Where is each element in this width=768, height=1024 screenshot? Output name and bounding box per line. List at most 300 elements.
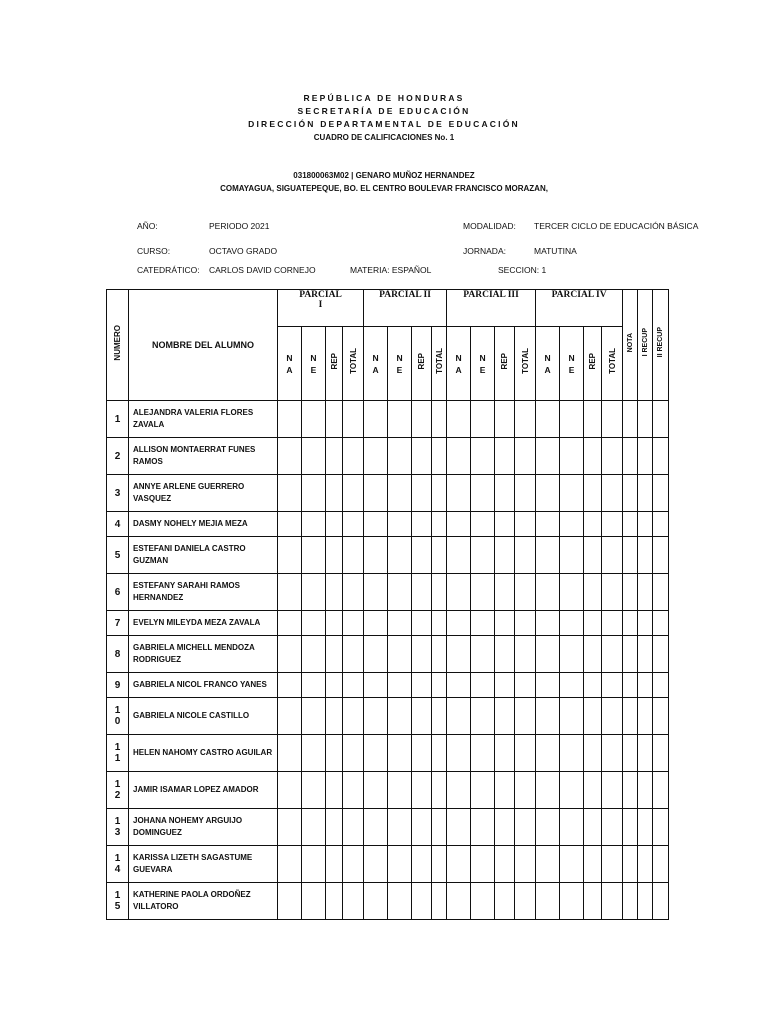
grade-cell[interactable] <box>364 401 388 438</box>
grade-cell[interactable] <box>412 537 432 574</box>
grade-cell[interactable] <box>412 438 432 475</box>
grade-cell[interactable] <box>364 809 388 846</box>
grade-cell[interactable] <box>412 846 432 883</box>
grade-cell[interactable] <box>278 574 302 611</box>
grade-cell[interactable] <box>515 475 536 512</box>
student-row <box>107 735 669 772</box>
grade-cell[interactable] <box>432 735 447 772</box>
grade-cell[interactable] <box>653 611 669 636</box>
grade-cell[interactable] <box>388 735 412 772</box>
grade-cell[interactable] <box>602 846 623 883</box>
grade-cell[interactable] <box>602 401 623 438</box>
grade-cell[interactable] <box>388 512 412 537</box>
grade-cell[interactable] <box>412 475 432 512</box>
grade-cell[interactable] <box>447 611 471 636</box>
grade-cell[interactable] <box>602 475 623 512</box>
grade-cell[interactable] <box>302 883 326 920</box>
grade-cell[interactable] <box>560 735 584 772</box>
grade-cell[interactable] <box>447 735 471 772</box>
grade-cell[interactable] <box>364 698 388 735</box>
grade-cell[interactable] <box>412 772 432 809</box>
grade-cell[interactable] <box>302 401 326 438</box>
grade-cell[interactable] <box>278 883 302 920</box>
grade-cell[interactable] <box>515 636 536 673</box>
grade-cell[interactable] <box>653 673 669 698</box>
grade-cell[interactable] <box>653 438 669 475</box>
grade-cell[interactable] <box>560 537 584 574</box>
grade-cell[interactable] <box>364 512 388 537</box>
grade-cell[interactable] <box>388 809 412 846</box>
grade-cell[interactable] <box>447 883 471 920</box>
grade-cell[interactable] <box>536 772 560 809</box>
grade-cell[interactable] <box>326 883 343 920</box>
grade-cell[interactable] <box>343 846 364 883</box>
anio-value: PERIODO 2021 <box>209 221 270 231</box>
grade-cell[interactable] <box>447 673 471 698</box>
student-name: EVELYN MILEYDA MEZA ZAVALA <box>129 611 278 636</box>
grade-cell[interactable] <box>326 574 343 611</box>
grade-cell[interactable] <box>536 883 560 920</box>
grade-cell[interactable] <box>638 611 653 636</box>
grade-cell[interactable] <box>623 512 638 537</box>
grade-cell[interactable] <box>447 636 471 673</box>
grade-cell[interactable] <box>364 475 388 512</box>
grade-cell[interactable] <box>388 636 412 673</box>
grade-cell[interactable] <box>623 772 638 809</box>
grade-cell[interactable] <box>653 698 669 735</box>
grade-cell[interactable] <box>623 673 638 698</box>
grade-cell[interactable] <box>388 401 412 438</box>
grade-cell[interactable] <box>343 611 364 636</box>
grade-cell[interactable] <box>278 772 302 809</box>
student-row <box>107 883 669 920</box>
grade-cell[interactable] <box>412 883 432 920</box>
grade-cell[interactable] <box>471 537 495 574</box>
grade-cell[interactable] <box>326 401 343 438</box>
grade-cell[interactable] <box>623 475 638 512</box>
grade-cell[interactable] <box>560 698 584 735</box>
grade-cell[interactable] <box>495 574 515 611</box>
grade-cell[interactable] <box>515 438 536 475</box>
grade-cell[interactable] <box>584 611 602 636</box>
grade-cell[interactable] <box>364 438 388 475</box>
grade-cell[interactable] <box>584 809 602 846</box>
grade-cell[interactable] <box>515 512 536 537</box>
grade-cell[interactable] <box>432 574 447 611</box>
grade-cell[interactable] <box>560 438 584 475</box>
grade-cell[interactable] <box>364 574 388 611</box>
grade-cell[interactable] <box>560 883 584 920</box>
grade-cell[interactable] <box>432 537 447 574</box>
grade-cell[interactable] <box>638 401 653 438</box>
grade-cell[interactable] <box>471 401 495 438</box>
grade-cell[interactable] <box>602 574 623 611</box>
grade-cell[interactable] <box>412 735 432 772</box>
grade-cell[interactable] <box>584 537 602 574</box>
grade-cell[interactable] <box>560 475 584 512</box>
grade-cell[interactable] <box>638 846 653 883</box>
grade-cell[interactable] <box>584 846 602 883</box>
grade-cell[interactable] <box>638 438 653 475</box>
grade-cell[interactable] <box>638 636 653 673</box>
grade-cell[interactable] <box>278 673 302 698</box>
grade-cell[interactable] <box>364 735 388 772</box>
grade-cell[interactable] <box>302 673 326 698</box>
grade-cell[interactable] <box>515 673 536 698</box>
grade-cell[interactable] <box>536 735 560 772</box>
grade-cell[interactable] <box>432 438 447 475</box>
grade-cell[interactable] <box>471 883 495 920</box>
grade-cell[interactable] <box>278 401 302 438</box>
grade-cell[interactable] <box>515 537 536 574</box>
grade-cell[interactable] <box>278 611 302 636</box>
grade-cell[interactable] <box>343 537 364 574</box>
grade-cell[interactable] <box>364 611 388 636</box>
grade-cell[interactable] <box>653 883 669 920</box>
grade-cell[interactable] <box>302 772 326 809</box>
grade-cell[interactable] <box>495 611 515 636</box>
grade-cell[interactable] <box>584 698 602 735</box>
grade-cell[interactable] <box>447 438 471 475</box>
grade-cell[interactable] <box>343 512 364 537</box>
curso-value: OCTAVO GRADO <box>209 246 278 256</box>
grade-cell[interactable] <box>560 512 584 537</box>
grade-cell[interactable] <box>623 537 638 574</box>
grade-cell[interactable] <box>343 574 364 611</box>
grade-cell[interactable] <box>364 772 388 809</box>
grade-cell[interactable] <box>471 512 495 537</box>
grade-cell[interactable] <box>432 846 447 883</box>
grade-cell[interactable] <box>471 735 495 772</box>
grade-cell[interactable] <box>584 401 602 438</box>
grade-cell[interactable] <box>326 611 343 636</box>
grade-cell[interactable] <box>495 883 515 920</box>
grade-cell[interactable] <box>536 401 560 438</box>
student-number: 9 <box>107 673 129 698</box>
grade-cell[interactable] <box>471 809 495 846</box>
grade-cell[interactable] <box>653 846 669 883</box>
grade-cell[interactable] <box>343 475 364 512</box>
grade-cell[interactable] <box>343 698 364 735</box>
grade-cell[interactable] <box>278 846 302 883</box>
grade-cell[interactable] <box>602 636 623 673</box>
grade-cell[interactable] <box>432 883 447 920</box>
grade-cell[interactable] <box>623 611 638 636</box>
grade-cell[interactable] <box>515 574 536 611</box>
grade-cell[interactable] <box>388 883 412 920</box>
grade-cell[interactable] <box>536 846 560 883</box>
grade-cell[interactable] <box>560 611 584 636</box>
grade-cell[interactable] <box>495 401 515 438</box>
grade-cell[interactable] <box>536 611 560 636</box>
grade-cell[interactable] <box>343 735 364 772</box>
grade-cell[interactable] <box>447 698 471 735</box>
grade-cell[interactable] <box>623 401 638 438</box>
grade-cell[interactable] <box>638 475 653 512</box>
grade-cell[interactable] <box>602 735 623 772</box>
grade-cell[interactable] <box>653 574 669 611</box>
grade-cell[interactable] <box>412 401 432 438</box>
grade-cell[interactable] <box>326 698 343 735</box>
grade-cell[interactable] <box>584 673 602 698</box>
grade-cell[interactable] <box>495 475 515 512</box>
grade-cell[interactable] <box>515 846 536 883</box>
grade-cell[interactable] <box>495 537 515 574</box>
grade-cell[interactable] <box>602 772 623 809</box>
grade-cell[interactable] <box>495 772 515 809</box>
grade-cell[interactable] <box>432 475 447 512</box>
grade-cell[interactable] <box>602 611 623 636</box>
grade-cell[interactable] <box>447 512 471 537</box>
grade-cell[interactable] <box>471 772 495 809</box>
grade-cell[interactable] <box>326 512 343 537</box>
grade-cell[interactable] <box>653 735 669 772</box>
grade-cell[interactable] <box>536 698 560 735</box>
grade-cell[interactable] <box>388 537 412 574</box>
grade-cell[interactable] <box>638 673 653 698</box>
grade-cell[interactable] <box>536 809 560 846</box>
grade-cell[interactable] <box>638 735 653 772</box>
grade-cell[interactable] <box>560 574 584 611</box>
grade-cell[interactable] <box>343 809 364 846</box>
grade-cell[interactable] <box>432 809 447 846</box>
grade-cell[interactable] <box>536 636 560 673</box>
grade-cell[interactable] <box>623 846 638 883</box>
grade-cell[interactable] <box>623 438 638 475</box>
grade-cell[interactable] <box>432 636 447 673</box>
grade-cell[interactable] <box>471 698 495 735</box>
grade-cell[interactable] <box>653 772 669 809</box>
grade-cell[interactable] <box>584 636 602 673</box>
grade-cell[interactable] <box>278 698 302 735</box>
grade-cell[interactable] <box>343 401 364 438</box>
grade-cell[interactable] <box>412 698 432 735</box>
grade-cell[interactable] <box>584 772 602 809</box>
grade-cell[interactable] <box>432 673 447 698</box>
grade-cell[interactable] <box>412 574 432 611</box>
grade-cell[interactable] <box>388 698 412 735</box>
grade-cell[interactable] <box>302 537 326 574</box>
grade-cell[interactable] <box>364 883 388 920</box>
grade-cell[interactable] <box>432 512 447 537</box>
grade-cell[interactable] <box>560 772 584 809</box>
grade-cell[interactable] <box>584 735 602 772</box>
grade-cell[interactable] <box>560 809 584 846</box>
grade-cell[interactable] <box>602 537 623 574</box>
grade-cell[interactable] <box>343 438 364 475</box>
grade-cell[interactable] <box>638 537 653 574</box>
student-name: JAMIR ISAMAR LOPEZ AMADOR <box>129 772 278 809</box>
grade-cell[interactable] <box>326 846 343 883</box>
grade-cell[interactable] <box>584 574 602 611</box>
grade-cell[interactable] <box>602 438 623 475</box>
grade-cell[interactable] <box>326 537 343 574</box>
grade-cell[interactable] <box>623 735 638 772</box>
grade-cell[interactable] <box>326 636 343 673</box>
grade-cell[interactable] <box>638 512 653 537</box>
grade-cell[interactable] <box>623 636 638 673</box>
grade-cell[interactable] <box>412 512 432 537</box>
grade-cell[interactable] <box>653 401 669 438</box>
grade-cell[interactable] <box>536 438 560 475</box>
grade-cell[interactable] <box>302 512 326 537</box>
grade-cell[interactable] <box>653 537 669 574</box>
grade-cell[interactable] <box>412 611 432 636</box>
grade-cell[interactable] <box>364 636 388 673</box>
recup-1-header: I RECUP <box>638 290 653 401</box>
grade-cell[interactable] <box>302 735 326 772</box>
grade-cell[interactable] <box>412 809 432 846</box>
grade-cell[interactable] <box>536 512 560 537</box>
grade-cell[interactable] <box>471 475 495 512</box>
grade-cell[interactable] <box>326 809 343 846</box>
grade-cell[interactable] <box>278 438 302 475</box>
grade-cell[interactable] <box>515 883 536 920</box>
grade-cell[interactable] <box>432 772 447 809</box>
student-row <box>107 636 669 673</box>
grade-cell[interactable] <box>515 698 536 735</box>
p4-rep-header: REP <box>584 327 602 401</box>
grade-cell[interactable] <box>471 846 495 883</box>
grade-cell[interactable] <box>602 698 623 735</box>
grade-cell[interactable] <box>623 698 638 735</box>
grade-cell[interactable] <box>560 673 584 698</box>
grade-cell[interactable] <box>653 475 669 512</box>
grade-cell[interactable] <box>388 772 412 809</box>
grade-cell[interactable] <box>326 735 343 772</box>
grade-cell[interactable] <box>560 636 584 673</box>
grade-cell[interactable] <box>302 611 326 636</box>
grade-cell[interactable] <box>278 636 302 673</box>
grade-cell[interactable] <box>364 846 388 883</box>
grade-cell[interactable] <box>495 512 515 537</box>
grade-cell[interactable] <box>471 574 495 611</box>
grade-cell[interactable] <box>302 809 326 846</box>
grade-cell[interactable] <box>447 574 471 611</box>
grade-cell[interactable] <box>653 636 669 673</box>
grade-cell[interactable] <box>584 475 602 512</box>
grade-cell[interactable] <box>560 401 584 438</box>
grade-cell[interactable] <box>495 438 515 475</box>
grade-cell[interactable] <box>602 673 623 698</box>
grade-cell[interactable] <box>278 512 302 537</box>
grade-cell[interactable] <box>447 809 471 846</box>
grade-cell[interactable] <box>388 475 412 512</box>
grade-cell[interactable] <box>471 611 495 636</box>
grade-cell[interactable] <box>343 636 364 673</box>
grade-cell[interactable] <box>560 846 584 883</box>
grade-cell[interactable] <box>653 512 669 537</box>
grade-cell[interactable] <box>447 537 471 574</box>
grade-cell[interactable] <box>447 401 471 438</box>
grade-cell[interactable] <box>515 401 536 438</box>
grade-cell[interactable] <box>471 438 495 475</box>
jornada-value: MATUTINA <box>534 246 577 256</box>
grade-cell[interactable] <box>302 698 326 735</box>
grade-cell[interactable] <box>638 883 653 920</box>
grade-cell[interactable] <box>278 809 302 846</box>
grade-cell[interactable] <box>536 537 560 574</box>
parcial-3-header: PARCIAL III <box>447 290 536 327</box>
grade-cell[interactable] <box>471 673 495 698</box>
grade-cell[interactable] <box>412 636 432 673</box>
grade-cell[interactable] <box>584 438 602 475</box>
grade-cell[interactable] <box>536 574 560 611</box>
student-name: GABRIELA NICOL FRANCO YANES <box>129 673 278 698</box>
grade-cell[interactable] <box>388 846 412 883</box>
grade-cell[interactable] <box>388 673 412 698</box>
grade-cell[interactable] <box>302 636 326 673</box>
grade-cell[interactable] <box>536 475 560 512</box>
grade-cell[interactable] <box>447 475 471 512</box>
grade-cell[interactable] <box>602 883 623 920</box>
grade-cell[interactable] <box>343 772 364 809</box>
grade-cell[interactable] <box>364 537 388 574</box>
grade-cell[interactable] <box>302 846 326 883</box>
grade-cell[interactable] <box>584 512 602 537</box>
grade-cell[interactable] <box>471 636 495 673</box>
grade-cell[interactable] <box>495 673 515 698</box>
grade-cell[interactable] <box>536 673 560 698</box>
grade-cell[interactable] <box>638 698 653 735</box>
grade-cell[interactable] <box>602 809 623 846</box>
grade-cell[interactable] <box>515 809 536 846</box>
grade-cell[interactable] <box>302 574 326 611</box>
grade-cell[interactable] <box>302 475 326 512</box>
grade-cell[interactable] <box>302 438 326 475</box>
grade-cell[interactable] <box>447 772 471 809</box>
grade-cell[interactable] <box>326 438 343 475</box>
grade-cell[interactable] <box>623 809 638 846</box>
grade-cell[interactable] <box>388 611 412 636</box>
grade-cell[interactable] <box>495 735 515 772</box>
grade-cell[interactable] <box>388 574 412 611</box>
grade-cell[interactable] <box>638 574 653 611</box>
grade-cell[interactable] <box>623 883 638 920</box>
grade-cell[interactable] <box>432 611 447 636</box>
grade-cell[interactable] <box>326 673 343 698</box>
grade-cell[interactable] <box>495 846 515 883</box>
student-rows <box>107 401 669 920</box>
grade-cell[interactable] <box>278 537 302 574</box>
grade-cell[interactable] <box>412 673 432 698</box>
grade-cell[interactable] <box>515 611 536 636</box>
grade-cell[interactable] <box>623 574 638 611</box>
grade-cell[interactable] <box>638 772 653 809</box>
grade-cell[interactable] <box>278 475 302 512</box>
grade-cell[interactable] <box>388 438 412 475</box>
grade-cell[interactable] <box>638 809 653 846</box>
grade-cell[interactable] <box>432 698 447 735</box>
grade-cell[interactable] <box>343 673 364 698</box>
grade-cell[interactable] <box>515 735 536 772</box>
grade-cell[interactable] <box>343 883 364 920</box>
grade-cell[interactable] <box>278 735 302 772</box>
grade-cell[interactable] <box>602 512 623 537</box>
grade-cell[interactable] <box>653 809 669 846</box>
grade-cell[interactable] <box>364 673 388 698</box>
student-name: ESTEFANI DANIELA CASTRO GUZMAN <box>129 537 278 574</box>
grade-cell[interactable] <box>326 475 343 512</box>
grade-cell[interactable] <box>326 772 343 809</box>
grade-cell[interactable] <box>432 401 447 438</box>
grade-cell[interactable] <box>515 772 536 809</box>
grade-cell[interactable] <box>495 636 515 673</box>
grade-cell[interactable] <box>495 809 515 846</box>
grade-cell[interactable] <box>447 846 471 883</box>
grade-cell[interactable] <box>495 698 515 735</box>
grade-cell[interactable] <box>584 883 602 920</box>
